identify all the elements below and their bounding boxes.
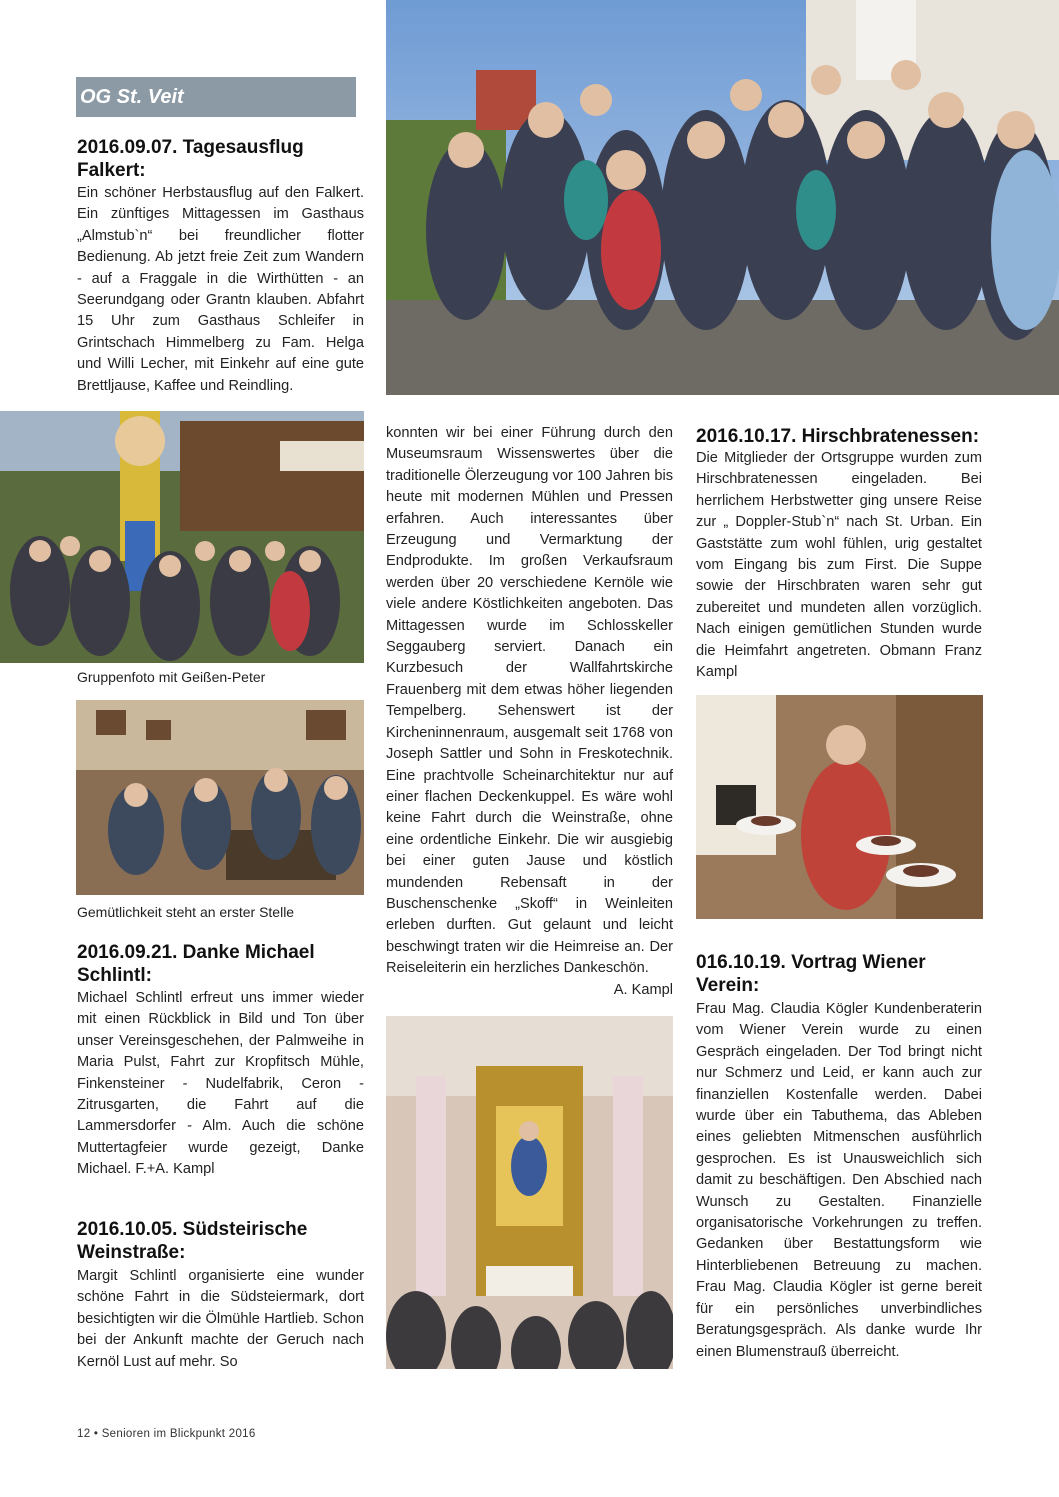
photo-geissen-peter — [0, 411, 364, 663]
page-footer: 12 • Senioren im Blickpunkt 2016 — [77, 1428, 256, 1440]
article-body-wiener: Frau Mag. Claudia Kögler Kundenberaterin vom Wiener Verein wurde zu einen Gespräch eingeladen. Der Tod bringt nicht nur Schmerz und Leid, er kann auch zur finanziellen Kostenfalle werden. Dabei wurde über ein Tabuthema, das Ableben eines geliebten Mitmenschen ausführlich gesprochen. Es ist Unausweichlich sich damit zu beschäftigen. Den Abschied nach Wunsch zu Gestalten. Finanzielle organisatorische Vorkehrungen zu treffen. Gedanken über Bestattungsform wie Hinterbliebenen Betreuung zu machen. Frau Mag. Claudia Kögler ist gerne bereit für ein persönliches unverbindliches Beratungsgespräch. Als danke wurde Ihr einen Blumenstrauß überreicht. — [696, 1001, 982, 1360]
caption-geissen-peter: Gruppenfoto mit Geißen-Peter — [77, 669, 266, 685]
article-heading-hirsch: 2016.10.17. Hirschbratenessen: — [696, 426, 980, 447]
section-title: OG St. Veit — [76, 77, 356, 117]
article-body-hirsch: Die Mitglieder der Ortsgruppe wurden zum Hirschbratenessen eingeladen. Bei herrlichem Herbstwetter ging unsere Reise zur „ Doppler-Stub`n“ nach St. Urban. Ein Gaststätte zum wohl fühlen, urig gestaltet vom Eingang bis zum First. Die Suppe sowie der Hirschbraten waren sehr gut zubereitet und mundeten allen vorzüglich. Nach einigen gemütlichen Stunden wurde die Heimfahrt angetreten. Obmann Franz Kampl — [696, 450, 982, 681]
article-heading-weinstrasse: 2016.10.05. Südsteirische Weinstraße: — [77, 1219, 308, 1263]
article-body-weinstrasse: Margit Schlintl organisierte eine wunder schöne Fahrt in die Südsteiermark, dort besichtigten wir die Ölmühle Hartlieb. Schon bei der Ankunft machte der Geruch nach Kernöl Lust auf mehr. So — [77, 1268, 364, 1370]
photo-church-interior — [386, 1016, 673, 1369]
article-continuation-weinstrasse — [386, 423, 673, 1001]
article-heading-michael: 2016.09.21. Danke Michael Schlintl: — [77, 942, 315, 986]
photo-gemuetlichkeit — [76, 700, 364, 895]
photo-hirschbraten-waiter — [696, 695, 983, 919]
caption-gemuetlichkeit: Gemütlichkeit steht an erster Stelle — [77, 904, 295, 920]
article-body-michael: Michael Schlintl erfreut uns immer wieder mit einen Rückblick in Bild und Ton über unser Vereinsgeschehen, der Palmweihe in Maria Pulst, Fahrt zur Kropfitsch Mühle, Finkensteiner - Nudelfabrik, Ceron - Zitrusgarten, die Fahrt auf die Lammersdorfer - Alm. Auch die schöne Muttertagfeier wurde gezeigt, Danke Michael. F.+A. Kampl — [77, 990, 364, 1178]
group-photo-stairs — [386, 0, 1059, 395]
article-heading-falkert: 2016.09.07. Tagesausflug Falkert: — [77, 137, 304, 181]
signature-kampl: A. Kampl — [613, 981, 673, 998]
article-body-falkert: Ein schöner Herbstausflug auf den Falkert. Ein zünftiges Mittagessen im Gasthaus „Almstub`n“ bei freundlicher flotter Bedienung. Ab jetzt freie Zeit zum Wandern - auf a Fraggale in die Wirthütten - an Seerundgang oder Grantn klauben. Abfahrt 15 Uhr zum Gasthaus Schleifer in Grintschach Himmelberg zu Fam. Helga und Willi Lecher, mit Einkehr auf eine gute Brettljause, Kaffee und Reindling. — [77, 185, 364, 394]
continuation-text: konnten wir bei einer Führung durch den Museumsraum Wissenswertes über die traditionelle Ölerzeugung vor 100 Jahren bis heute mit modernen Mühlen und Pressen erfahren. Auch interessantes über Erzeugung und Vermarktung der Endprodukte. Im großen Verkaufsraum werden über 20 verschiedene Kernöle wie viele andere Köstlichkeiten angeboten. Das Mittagessen wurde im Schlosskeller Seggauberg serviert. Danach ein Kurzbesuch der Wallfahrtskirche Frauenberg mit dem etwas höher liegenden Tempelberg. Sehenswert ist der Kircheninnenraum, ausgemalt seit 1768 von Joseph Sattler und Sohn in Freskotechnik. Eine prachtvolle Scheinarchitektur nur auf einer flachen Deckenkuppel. Es wäre wohl keine Fahrt durch die Weinstraße, ohne eine ordentliche Einkehr. Die wir ausgiebig bei einer guten Jause und köstlich mundenden Rebensaft in der Buschenschenke „Skoff“ in Weinleiten erleben durften. Gut gelaunt und leicht beschwingt traten wir die Heimreise an. Der Reiseleiterin ein herzliches Dankeschön. — [386, 425, 673, 977]
article-heading-wiener: 016.10.19. Vortrag Wiener Verein: — [696, 952, 926, 996]
